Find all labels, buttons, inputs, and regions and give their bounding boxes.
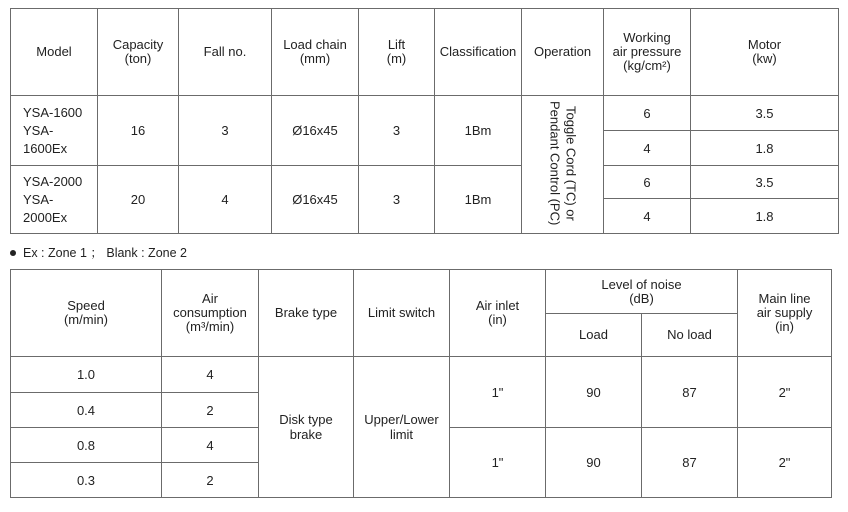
header-operation xyxy=(522,9,604,96)
header-consumption-label-2: consumption xyxy=(173,305,247,320)
header-capacity-unit: (ton) xyxy=(124,51,152,66)
classification-cell: 1Bm xyxy=(435,96,522,166)
pressure-cell: 4 xyxy=(604,131,691,166)
fall-no-cell: 3 xyxy=(179,96,272,166)
header-main-line-label-2: air supply xyxy=(756,305,813,320)
motor-cell: 3.5 xyxy=(691,96,839,131)
header-fall-no-label: Fall no. xyxy=(203,44,247,59)
fall-no-cell: 4 xyxy=(179,166,272,234)
header-noise-unit: (dB) xyxy=(629,290,654,306)
consumption-cell: 4 xyxy=(162,428,259,463)
header-pressure-label-2: air pressure xyxy=(612,44,682,59)
model-name: YSA-1600 xyxy=(23,104,83,120)
limit-line-2: limit xyxy=(389,427,414,442)
table-row xyxy=(11,166,839,199)
load-chain-cell: Ø16x45 xyxy=(272,166,359,234)
speed-cell: 1.0 xyxy=(11,357,162,393)
pressure-cell: 6 xyxy=(604,166,691,199)
pressure-cell: 6 xyxy=(604,96,691,131)
zone-note-text: Ex : Zone 1 ； Blank : Zone 2 xyxy=(23,246,187,260)
motor-cell: 1.8 xyxy=(691,199,839,234)
classification-cell: 1Bm xyxy=(435,166,522,234)
load-chain-cell: Ø16x45 xyxy=(272,96,359,166)
header-working-air-pressure xyxy=(604,9,691,96)
header-classification-label: Classification xyxy=(439,44,517,59)
header-main-line xyxy=(738,270,832,357)
speed-cell: 0.3 xyxy=(11,463,162,498)
hoist-spec-table xyxy=(10,8,839,234)
header-pressure-label-1: Working xyxy=(623,30,671,45)
consumption-cell: 2 xyxy=(162,463,259,498)
header-motor-label: Motor xyxy=(747,37,782,52)
brake-type-cell xyxy=(259,357,354,498)
header-speed-label: Speed xyxy=(67,298,105,313)
header-consumption-label-1: Air xyxy=(202,291,218,306)
header-speed-unit: (m/min) xyxy=(63,312,109,327)
header-capacity-label: Capacity xyxy=(112,37,164,52)
header-air-inlet xyxy=(450,270,546,357)
header-motor xyxy=(691,9,839,96)
speed-cell: 0.4 xyxy=(11,393,162,428)
model-name-ex: YSA-2000Ex xyxy=(23,191,68,225)
lift-cell: 3 xyxy=(359,96,435,166)
consumption-cell: 2 xyxy=(162,393,259,428)
header-brake-type-label: Brake type xyxy=(274,305,338,320)
brake-line-1: Disk type xyxy=(279,412,333,427)
header-noise xyxy=(546,270,738,314)
header-main-line-unit: (in) xyxy=(775,319,794,334)
header-load-chain xyxy=(272,9,359,96)
header-model-label: Model xyxy=(36,44,72,59)
model-name-ex: YSA-1600Ex xyxy=(23,122,68,156)
operation-line-1: Toggle Cord (TC) or xyxy=(563,105,579,221)
header-limit-switch-label: Limit switch xyxy=(367,305,436,320)
model-cell xyxy=(11,96,98,166)
operation-text xyxy=(547,101,579,225)
main-line-cell: 2" xyxy=(738,357,832,428)
performance-table xyxy=(10,269,832,498)
header-lift-label: Lift xyxy=(387,37,406,52)
motor-cell: 1.8 xyxy=(691,131,839,166)
noise-no-load-cell: 87 xyxy=(642,428,738,498)
header-speed xyxy=(11,270,162,357)
bullet-icon xyxy=(10,250,16,256)
air-inlet-cell: 1" xyxy=(450,357,546,428)
header-motor-unit: (kw) xyxy=(752,51,777,66)
header-load-chain-unit: (mm) xyxy=(299,51,331,66)
operation-cell xyxy=(522,96,604,234)
zone-note xyxy=(10,245,187,261)
header-model xyxy=(11,9,98,96)
header-load-chain-label: Load chain xyxy=(283,37,347,52)
header-air-consumption xyxy=(162,270,259,357)
noise-load-cell: 90 xyxy=(546,428,642,498)
operation-line-2: Pendant Control (PC) xyxy=(547,100,563,226)
limit-line-1: Upper/Lower xyxy=(364,412,439,427)
lift-cell: 3 xyxy=(359,166,435,234)
header-capacity xyxy=(98,9,179,96)
model-name: YSA-2000 xyxy=(23,173,83,189)
header-pressure-unit: (kg/cm²) xyxy=(623,58,671,73)
header-noise-no-load: No load xyxy=(642,314,738,357)
table1-header-row xyxy=(11,9,839,96)
noise-no-load-cell: 87 xyxy=(642,357,738,428)
table2-header-row xyxy=(11,270,832,314)
model-cell xyxy=(11,166,98,234)
main-line-cell: 2" xyxy=(738,428,832,498)
consumption-cell: 4 xyxy=(162,357,259,393)
noise-load-cell: 90 xyxy=(546,357,642,428)
header-consumption-unit: (m³/min) xyxy=(185,319,235,334)
header-limit-switch xyxy=(354,270,450,357)
header-brake-type xyxy=(259,270,354,357)
capacity-cell: 20 xyxy=(98,166,179,234)
header-noise-label: Level of noise xyxy=(601,276,682,292)
pressure-cell: 4 xyxy=(604,199,691,234)
header-air-inlet-label: Air inlet xyxy=(475,298,520,313)
header-main-line-label-1: Main line xyxy=(758,291,811,306)
header-fall-no xyxy=(179,9,272,96)
capacity-cell: 16 xyxy=(98,96,179,166)
header-noise-load: Load xyxy=(546,314,642,357)
limit-switch-cell xyxy=(354,357,450,498)
header-operation-label: Operation xyxy=(533,44,592,59)
table-row xyxy=(11,357,832,393)
header-air-inlet-unit: (in) xyxy=(488,312,507,327)
header-classification xyxy=(435,9,522,96)
header-lift xyxy=(359,9,435,96)
speed-cell: 0.8 xyxy=(11,428,162,463)
brake-line-2: brake xyxy=(289,427,323,442)
header-lift-unit: (m) xyxy=(386,51,407,66)
table-row xyxy=(11,96,839,131)
air-inlet-cell: 1" xyxy=(450,428,546,498)
motor-cell: 3.5 xyxy=(691,166,839,199)
